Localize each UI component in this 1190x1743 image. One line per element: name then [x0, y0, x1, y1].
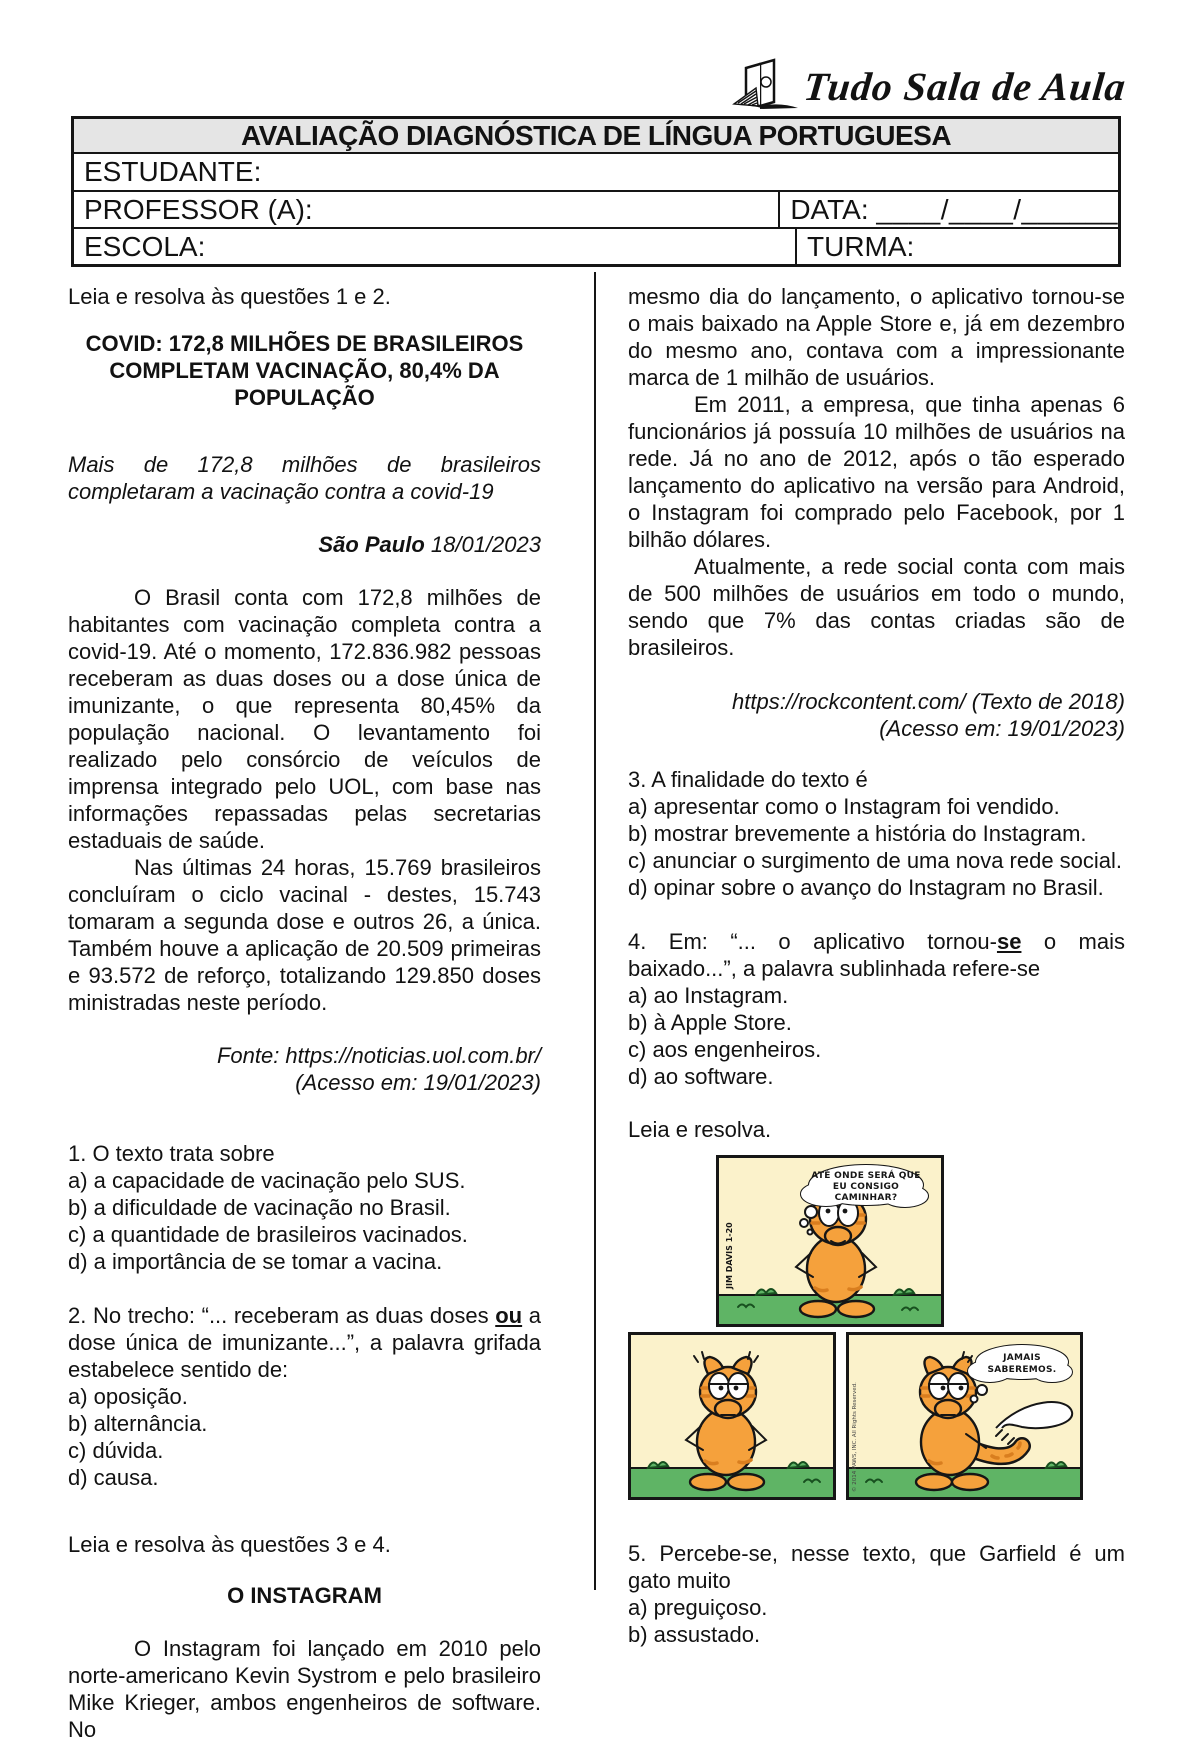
- highlighted-word: ou: [495, 1303, 523, 1328]
- covid-paragraph-2: Nas últimas 24 horas, 15.769 brasileiros concluíram o ciclo vacinal - destes, 15.743 tomaram a segunda dose e outros 26, a única. Também houve a aplicação de 20.509 primeiras e 93.572 de reforço, totalizando 129.850 doses ministradas neste período.: [68, 855, 541, 1015]
- option: c) a quantidade de brasileiros vacinados.: [68, 1222, 468, 1247]
- header-table: [71, 116, 1121, 267]
- left-column: [68, 255, 541, 1743]
- instagram-source: https://rockcontent.com/ (Texto de 2018) (Acesso em: 19/01/2023): [732, 689, 1125, 741]
- question-4: [628, 928, 1125, 1090]
- site-logo: [730, 58, 1129, 110]
- instagram-article-title: O INSTAGRAM: [227, 1583, 382, 1608]
- column-divider: [594, 272, 596, 1590]
- svg-text:ATÉ ONDE SERÁ QUE: ATÉ ONDE SERÁ QUE: [811, 1171, 921, 1181]
- option: c) anunciar o surgimento de uma nova rede social.: [628, 848, 1123, 873]
- svg-text:JAMAIS: JAMAIS: [1003, 1353, 1041, 1363]
- question-3: [628, 766, 1125, 901]
- right-column: [628, 255, 1125, 1648]
- open-book-icon: [730, 58, 800, 110]
- svg-text:EU CONSIGO: EU CONSIGO: [832, 1182, 900, 1192]
- instruction-questions-1-2: Leia e resolva às questões 1 e 2.: [68, 284, 391, 309]
- covid-article-title: COVID: 172,8 MILHÕES DE BRASILEIROS COMPLETAM VACINAÇÃO, 80,4% DA POPULAÇÃO: [85, 331, 524, 410]
- instagram-paragraph-1: O Instagram foi lançado em 2010 pelo norte-americano Kevin Systrom e pelo brasileiro Mike Krieger, ambos engenheiros de software. No: [68, 1636, 541, 1742]
- svg-text:SABEREMOS.: SABEREMOS.: [987, 1365, 1057, 1375]
- option: b) a dificuldade de vacinação no Brasil.: [68, 1195, 451, 1220]
- student-field: ESTUDANTE:: [84, 156, 262, 187]
- option: b) mostrar brevemente a história do Instagram.: [628, 821, 1087, 846]
- option: b) à Apple Store.: [628, 1010, 792, 1035]
- covid-source: Fonte: https://noticias.uol.com.br/ (Acesso em: 19/01/2023): [216, 1043, 541, 1095]
- dateline: São Paulo 18/01/2023: [318, 532, 541, 557]
- assessment-title: AVALIAÇÃO DIAGNÓSTICA DE LÍNGUA PORTUGUESA: [74, 119, 1118, 154]
- option: a) ao Instagram.: [628, 983, 789, 1008]
- comic-panel-3: [846, 1332, 1083, 1500]
- option: c) aos engenheiros.: [628, 1037, 822, 1062]
- option: d) causa.: [68, 1465, 159, 1490]
- question-5-stem: 5. Percebe-se, nesse texto, que Garfield é um gato muito: [628, 1541, 1125, 1593]
- copyright-notice: © 2014 PAWS, INC. All Rights Reserved.: [852, 1382, 858, 1492]
- option: c) dúvida.: [68, 1438, 164, 1463]
- svg-text:CAMINHAR?: CAMINHAR?: [834, 1193, 898, 1203]
- covid-paragraph-1: O Brasil conta com 172,8 milhões de habitantes com vacinação completa contra a covid-19. Até o momento, 172.836.982 pessoas receberam as duas doses ou a dose única de imunizante, o que representa 80,45% da população nacional. O levantamento foi realizado pelo consórcio de veículos de imprensa integrado pelo UOL, com base nas informações repassadas pelas secretarias estaduais de saúde.: [68, 585, 541, 853]
- option: d) opinar sobre o avanço do Instagram no Brasil.: [628, 875, 1104, 900]
- question-1-stem: 1. O texto trata sobre: [68, 1141, 275, 1166]
- option: d) a importância de se tomar a vacina.: [68, 1249, 443, 1274]
- teacher-field: PROFESSOR (A):: [74, 192, 780, 227]
- garfield-comic-strip: [628, 1155, 1125, 1500]
- instruction-questions-3-4: Leia e resolva às questões 3 e 4.: [68, 1532, 391, 1557]
- question-3-stem: 3. A finalidade do texto é: [628, 767, 868, 792]
- option: a) oposição.: [68, 1384, 188, 1409]
- class-field: TURMA:: [807, 231, 915, 262]
- option: a) apresentar como o Instagram foi vendido.: [628, 794, 1060, 819]
- instagram-paragraph-2: Em 2011, a empresa, que tinha apenas 6 funcionários já possuía 10 milhões de usuários na rede. Já no ano de 2012, após o tão esperado lançamento do aplicativo na versão para Android, o Instagram foi comprado pelo Facebook, por 1 bilhão dólares.: [628, 392, 1125, 552]
- instagram-paragraph-1-continued: mesmo dia do lançamento, o aplicativo tornou-se o mais baixado na Apple Store e, já em dezembro do mesmo ano, contava com a impressionante marca de 1 milhão de usuários.: [628, 284, 1125, 390]
- comic-panel-1: [716, 1155, 1125, 1327]
- instruction-question-5: Leia e resolva.: [628, 1117, 772, 1142]
- question-5: [628, 1540, 1125, 1648]
- question-2-stem: 2. No trecho: “... receberam as duas doses ou a dose única de imunizante...”, a palavra grifada estabelece sentido de:: [68, 1303, 541, 1382]
- question-1: [68, 1140, 541, 1275]
- comic-panel-2: [628, 1332, 836, 1500]
- underlined-word: se: [996, 929, 1022, 954]
- question-2: [68, 1302, 541, 1491]
- date-field: DATA: ____/____/______: [790, 194, 1118, 225]
- option: a) a capacidade de vacinação pelo SUS.: [68, 1168, 466, 1193]
- option: d) ao software.: [628, 1064, 774, 1089]
- logo-text: Tudo Sala de Aula: [801, 64, 1129, 109]
- option: a) preguiçoso.: [628, 1595, 768, 1620]
- option: b) assustado.: [628, 1622, 761, 1647]
- artist-signature: JIM DAVIS 1-20: [725, 1222, 734, 1289]
- school-field: ESCOLA:: [74, 229, 797, 264]
- covid-article-lead: Mais de 172,8 milhões de brasileiros completaram a vacinação contra a covid-19: [68, 452, 541, 504]
- date-blanks: ____/____/______: [876, 194, 1118, 225]
- option: b) alternância.: [68, 1411, 208, 1436]
- instagram-paragraph-3: Atualmente, a rede social conta com mais de 500 milhões de usuários em todo o mundo, sendo que 7% das contas criadas são de brasileiros.: [628, 554, 1125, 660]
- question-4-stem: 4. Em: “... o aplicativo tornou-se o mais baixado...”, a palavra sublinhada refere-se: [628, 929, 1125, 981]
